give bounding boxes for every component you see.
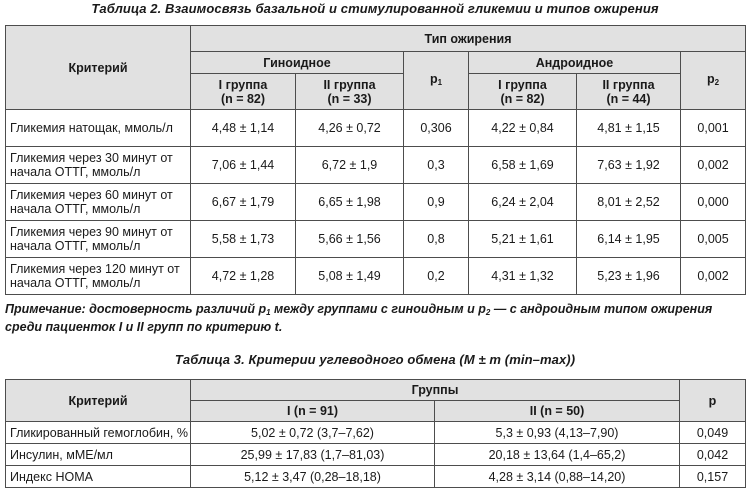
cell-a2: 7,63 ± 1,92: [577, 147, 681, 184]
cell-p2: 0,002: [681, 258, 746, 295]
cell-g1: 5,02 ± 0,72 (3,7–7,62): [191, 422, 435, 444]
cell-criterion: Гликемия через 30 минут от начала ОТТГ, ммоль/л: [6, 147, 191, 184]
cell-g1: 25,99 ± 17,83 (1,7–81,03): [191, 444, 435, 466]
cell-criterion: Гликемия натощак, ммоль/л: [6, 110, 191, 147]
cell-a1: 6,58 ± 1,69: [469, 147, 577, 184]
cell-a1: 4,31 ± 1,32: [469, 258, 577, 295]
cell-p1: 0,306: [404, 110, 469, 147]
cell-g2: 6,72 ± 1,9: [296, 147, 404, 184]
cell-criterion: Индекс HOMA: [6, 466, 191, 488]
table2-caption: Таблица 2. Взаимосвязь базальной и стимулированной гликемии и типов ожирения: [91, 1, 659, 16]
cell-p1: 0,3: [404, 147, 469, 184]
header-obesity-type: Тип ожирения: [191, 26, 746, 52]
table-row: [6, 444, 746, 466]
cell-g2: 5,3 ± 0,93 (4,13–7,90): [435, 422, 680, 444]
cell-criterion: Гликированный гемоглобин, %: [6, 422, 191, 444]
cell-g1: 4,72 ± 1,28: [191, 258, 296, 295]
t3-header-group2: II (n = 50): [435, 401, 680, 422]
cell-p2: 0,000: [681, 184, 746, 221]
cell-a1: 6,24 ± 2,04: [469, 184, 577, 221]
cell-g2: 20,18 ± 13,64 (1,4–65,2): [435, 444, 680, 466]
table-row: [6, 110, 746, 147]
cell-a1: 5,21 ± 1,61: [469, 221, 577, 258]
cell-p: 0,042: [680, 444, 746, 466]
cell-g2: 5,66 ± 1,56: [296, 221, 404, 258]
header-p1: $p_1$: [404, 52, 469, 110]
cell-g2: 5,08 ± 1,49: [296, 258, 404, 295]
cell-g1: 4,48 ± 1,14: [191, 110, 296, 147]
cell-g1: 5,58 ± 1,73: [191, 221, 296, 258]
cell-g2: 4,26 ± 0,72: [296, 110, 404, 147]
header-android-group1: I группа (n = 82): [469, 74, 577, 110]
cell-a2: 8,01 ± 2,52: [577, 184, 681, 221]
cell-p1: 0,8: [404, 221, 469, 258]
cell-g1: 6,67 ± 1,79: [191, 184, 296, 221]
cell-p1: 0,9: [404, 184, 469, 221]
t3-header-group1: I (n = 91): [191, 401, 435, 422]
cell-p: 0,049: [680, 422, 746, 444]
table3: [5, 379, 746, 488]
header-gynoid: Гиноидное: [191, 52, 404, 74]
header-android-group2: II группа (n = 44): [577, 74, 681, 110]
cell-g1: 5,12 ± 3,47 (0,28–18,18): [191, 466, 435, 488]
table3-caption: Таблица 3. Критерии углеводного обмена (M ± m (min–max)): [174, 352, 576, 367]
table-row: [6, 422, 746, 444]
cell-a2: 4,81 ± 1,15: [577, 110, 681, 147]
cell-g2: 6,65 ± 1,98: [296, 184, 404, 221]
cell-a2: 5,23 ± 1,96: [577, 258, 681, 295]
header-android: Андроидное: [469, 52, 681, 74]
table-row: [6, 221, 746, 258]
table2: [5, 25, 746, 295]
table-row: [6, 184, 746, 221]
header-p2: $p_2$: [681, 52, 746, 110]
table2-note: Примечание: достоверность различий $p_1$ между группами с гиноидным и $p_2$ — с андроидным типом ожирения среди пациенток I и II групп по критерию t.: [5, 302, 713, 334]
cell-a2: 6,14 ± 1,95: [577, 221, 681, 258]
cell-criterion: Гликемия через 90 минут от начала ОТТГ, ммоль/л: [6, 221, 191, 258]
cell-g2: 4,28 ± 3,14 (0,88–14,20): [435, 466, 680, 488]
cell-p1: 0,2: [404, 258, 469, 295]
cell-criterion: Инсулин, мМЕ/мл: [6, 444, 191, 466]
cell-p2: 0,005: [681, 221, 746, 258]
cell-criterion: Гликемия через 120 минут от начала ОТТГ, ммоль/л: [6, 258, 191, 295]
table-row: [6, 147, 746, 184]
cell-p2: 0,001: [681, 110, 746, 147]
cell-g1: 7,06 ± 1,44: [191, 147, 296, 184]
header-gynoid-group1: I группа (n = 82): [191, 74, 296, 110]
cell-a1: 4,22 ± 0,84: [469, 110, 577, 147]
cell-p2: 0,002: [681, 147, 746, 184]
header-criterion: Критерий: [6, 26, 191, 110]
t3-header-groups: Группы: [191, 380, 680, 401]
cell-criterion: Гликемия через 60 минут от начала ОТТГ, ммоль/л: [6, 184, 191, 221]
table-row: [6, 258, 746, 295]
header-gynoid-group2: II группа (n = 33): [296, 74, 404, 110]
t3-header-p: p: [680, 380, 746, 422]
cell-p: 0,157: [680, 466, 746, 488]
table-row: [6, 466, 746, 488]
t3-header-criterion: Критерий: [6, 380, 191, 422]
